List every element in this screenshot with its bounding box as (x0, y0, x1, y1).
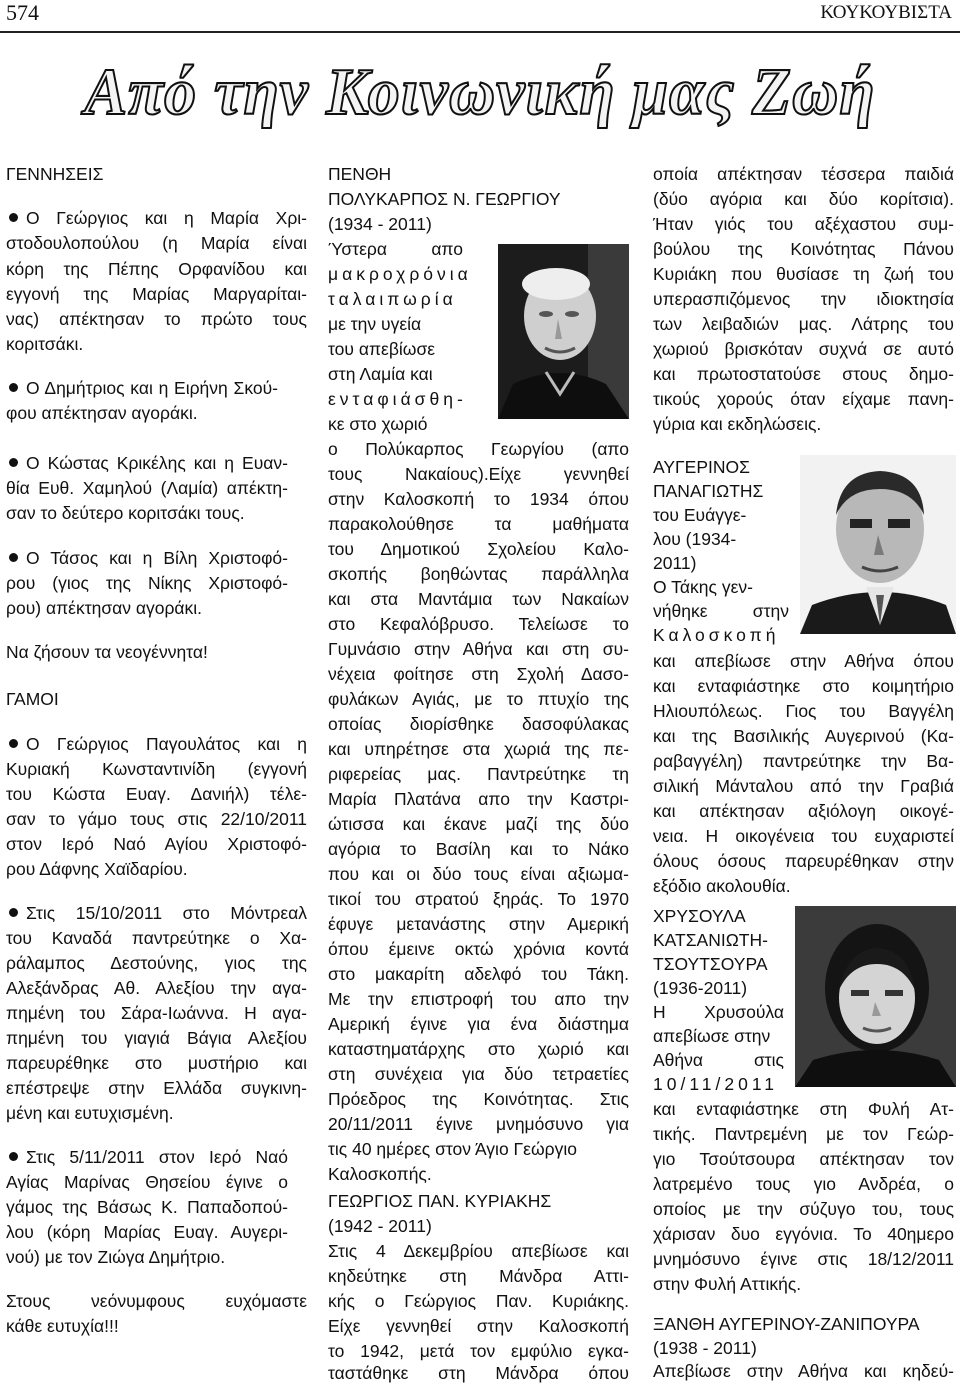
text-line: πημένη του Σάρα-Ιωάννα. Η αγα- (6, 1003, 307, 1023)
text-line: Αγίας Μαρίνας Θησείου έγινε ο (6, 1172, 288, 1192)
text-line: σιλική Μάνταλου από την Γραβιά (653, 776, 954, 796)
text-line: με την υγεία (328, 314, 422, 334)
page-number: 574 (6, 0, 39, 25)
text-line: Ο Γεώργιος Παγουλάτος και η (26, 734, 307, 754)
text-line: τικούς χορούς όταν είχαμε πανη- (653, 389, 954, 409)
text-line: Ο Τάκης γεν- (653, 577, 753, 597)
text-line: μνημόσυνο έγινε στις 18/12/2011 (653, 1249, 954, 1269)
text-line: νέχεια φοίτησε στη Σχολή Δασο- (328, 664, 629, 684)
heading-weddings: ΓΑΜΟΙ (6, 689, 59, 709)
text-line: και απέκτησαν αξιόλογη οικογέ- (653, 801, 954, 821)
text-line: τους Νακαίους).Είχε γεννηθεί (328, 464, 629, 484)
text-line: Στις 5/11/2011 στον Ιερό Ναό (26, 1147, 288, 1167)
text-line: 10/11/2011 (653, 1074, 778, 1094)
text-line: βούλου της Κοινότητας Πάνου (653, 239, 954, 259)
text-line: 2011) (653, 553, 697, 573)
text-line: σαν το γάμο τους στις 22/10/2011 (6, 809, 307, 829)
text-line: και της Βασιλικής Αυγερινού (Κα- (653, 726, 954, 746)
text-line: κάθε ευτυχία!!! (6, 1316, 119, 1336)
text-line: του απεβίωσε (328, 339, 436, 359)
text-line: Κυριακή Κωνσταντινίδη (εγγονή (6, 759, 307, 779)
text-line: και υπηρέτησε στα χωριά της πε- (328, 739, 629, 759)
text-line: κοριτσάκι. (6, 334, 84, 354)
text-line: Κυριάκη που θυσίασε τη ζωή του (653, 264, 954, 284)
text-line: λου (κόρη Μαρίας Ευαγ. Αυγερι- (6, 1222, 288, 1242)
text-line: ο Πολύκαρπος Γεωργίου (απο (328, 439, 629, 459)
text-line: γιο Τσούτσουρα απέκτησαν τον (653, 1149, 954, 1169)
text-line: νού) με τον Ζιώγα Δημήτριο. (6, 1247, 226, 1267)
text-line: Πρόεδρος της Κοινότητας. Στις (328, 1089, 629, 1109)
obituary-name: ΚΑΤΣΑΝΙΩΤΗ- (653, 930, 768, 950)
text-line: και ενταφιάστηκε στο κοιμητήριο (653, 676, 954, 696)
text-line: Ύστερα απο (328, 239, 463, 259)
running-title: ΚΟΥΚΟΥΒΙΣΤΑ (820, 2, 952, 23)
obituary-dates: (1934 - 2011) (328, 214, 432, 234)
bullet-icon (9, 739, 18, 748)
text-line: κε στο χωριό (328, 414, 428, 434)
text-line: στοδουλοπούλου (η Μαρία είναι (6, 233, 307, 253)
text-line: Στους νεόνυμφους ευχόμαστε (6, 1291, 307, 1311)
text-line: τικοί του στρατού ξηράς. Το 1970 (328, 889, 629, 909)
text-line: φυλάκων Αγιάς, με το πτυχίο της (328, 689, 629, 709)
obituary-name: ΤΣΟΥΤΣΟΥΡΑ (653, 954, 768, 974)
text-line: επέστρεψε στην Ελλάδα συγκινη- (6, 1078, 307, 1098)
text-line: ταλαιπωρία (328, 289, 457, 309)
text-line: φου απέκτησαν αγοράκι. (6, 403, 198, 423)
text-line: νεια. Η οικογένεια του ευχαριστεί (653, 826, 954, 846)
text-line: Είχε γεννηθεί στην Καλοσκοπή (328, 1316, 629, 1336)
bullet-icon (9, 553, 18, 562)
text-line: Καλοσκοπή (653, 625, 780, 645)
text-line: Στις 4 Δεκεμβρίου απεβίωσε και (328, 1241, 629, 1261)
text-line: γύρια και εκδηλώσεις. (653, 414, 822, 434)
text-line: στην Φυλή Αττικής. (653, 1274, 802, 1294)
text-line: του Καναδά παντρεύτηκε ο Χα- (6, 928, 307, 948)
bullet-icon (9, 213, 18, 222)
portrait-chrysoula-photo (795, 906, 956, 1087)
text-line: και στα Μαντάμια των Νακαίων (328, 589, 629, 609)
portrait-polykarpos-photo (498, 244, 629, 419)
text-line: μένη και ευτυχισμένη. (6, 1103, 174, 1123)
text-line: Ηλιουπόλεως. Γιος του Βαγγέλη (653, 701, 954, 721)
text-line: του Δημοτικού Σχολείου Καλο- (328, 539, 629, 559)
text-line: Απεβίωσε στην Αθήνα και κηδεύ- (653, 1361, 954, 1381)
text-line: χάρισαν δυο εγγόνια. Το 40ημερο (653, 1224, 954, 1244)
text-line: τις 40 ημέρες στον Άγιο Γεώργιο (328, 1139, 577, 1159)
text-line: και απεβίωσε στην Αθήνα όπου (653, 651, 954, 671)
text-line: κόρη της Πέπης Ορφανίδου και (6, 259, 307, 279)
text-line: λου (1934- (653, 529, 737, 549)
text-line: Ήταν γιός του αξέχαστου συμ- (653, 214, 954, 234)
text-line: ράλαμπος Δεστούνης, γιος της (6, 953, 307, 973)
section-title: Από την Κοινωνική μας Ζωή (84, 54, 876, 129)
obituary-name: ΧΡΥΣΟΥΛΑ (653, 906, 746, 926)
text-line: ρου Δάφνης Χαϊδαρίου. (6, 859, 188, 879)
text-line: όπου έμεινε οκτώ χρόνια κοντά (328, 939, 629, 959)
text-line: οποίας διορίσθηκε δασοφύλακας (328, 714, 629, 734)
text-line: του Κώστα Ευαγ. Δανιήλ) τέλε- (6, 784, 307, 804)
text-line: στο μακαρίτη αδελφό του Τάκη. (328, 964, 629, 984)
page-header (0, 0, 960, 34)
bullet-icon (9, 383, 18, 392)
bullet-icon (9, 1152, 18, 1161)
obituary-name: ΠΟΛΥΚΑΡΠΟΣ Ν. ΓΕΩΡΓΙΟΥ (328, 189, 561, 209)
text-line: (δύο αγόρια και δύο κορίτσια). (653, 189, 954, 209)
text-line: Στις 15/10/2011 στο Μόντρεαλ (26, 903, 307, 923)
text-line: εγγονή της Μαρίας Μαργαρίται- (6, 284, 307, 304)
text-line: ρου) απέκτησαν αγοράκι. (6, 598, 203, 618)
text-line: Η Χρυσούλα (653, 1002, 784, 1022)
obituary-dates: (1942 - 2011) (328, 1216, 432, 1236)
text-line: σαν το δεύτερο κοριτσάκι τους. (6, 503, 245, 523)
header-rule (0, 31, 960, 33)
text-line: καταστηματάρχης στο χωριό και (328, 1039, 629, 1059)
text-line: ταστάθηκε στη Μάνδρα όπου (328, 1363, 629, 1383)
text-line: μακροχρόνια (328, 264, 472, 284)
obituary-name: ΓΕΩΡΓΙΟΣ ΠΑΝ. ΚΥΡΙΑΚΗΣ (328, 1191, 552, 1211)
text-line: ραβαγγέλη) παντρεύτηκε την Βα- (653, 751, 954, 771)
text-line: ενταφιάσθη- (328, 389, 467, 409)
text-line: παρακολούθησε τα μαθήματα (328, 514, 629, 534)
text-line: στον Ιερό Ναό Αγίου Χριστοφό- (6, 834, 307, 854)
text-line: στη Λαμία και (328, 364, 433, 384)
heading-obituaries: ΠΕΝΘΗ (328, 164, 392, 184)
obituary-dates: (1936-2011) (653, 978, 748, 998)
obituary-dates: (1938 - 2011) (653, 1338, 757, 1358)
text-line: Ο Κώστας Κρικέλης και η Ευαν- (26, 453, 288, 473)
text-line: Καλοσκοπής. (328, 1164, 432, 1184)
obituary-name: ΠΑΝΑΓΙΩΤΗΣ (653, 481, 764, 501)
text-line: και πρωτοστατούσε στους δημο- (653, 364, 954, 384)
text-line: ώτισσα και έκανε μαζί της δύο (328, 814, 629, 834)
text-line: γάμος της Βάσως Κ. Παπαδοπού- (6, 1197, 288, 1217)
text-line: ρου (γιος της Νίκης Χριστοφό- (6, 573, 288, 593)
text-line: οποία απέκτησαν τέσσερα παιδιά (653, 164, 954, 184)
text-line: στη συνέχεια για δύο τετραετίες (328, 1064, 629, 1084)
text-line: υπερασπιζόμενος την ιδιοκτησία (653, 289, 954, 309)
text-line: Αθήνα στις (653, 1050, 784, 1070)
text-line: και ενταφιάστηκε στη Φυλή Ατ- (653, 1099, 954, 1119)
text-line: λατρεμένο τους γιο Ανδρέα, ο (653, 1174, 954, 1194)
text-line: Να ζήσουν τα νεογέννητα! (6, 642, 208, 662)
bullet-icon (9, 458, 18, 467)
text-line: του Ευάγγε- (653, 505, 747, 525)
text-line: Ο Δημήτριος και η Ειρήνη Σκού- (26, 378, 278, 398)
text-line: Γυμνάσιο στην Αθήνα και στη συ- (328, 639, 629, 659)
text-line: ριφερείας μας. Παντρεύτηκε τη (328, 764, 629, 784)
text-line: Ο Τάσος και η Βίλη Χριστοφό- (26, 548, 288, 568)
text-line: το 1942, μετά τον εμφύλιο εγκα- (328, 1341, 629, 1361)
text-line: αγόρια το Βασίλη και το Νάκο (328, 839, 629, 859)
text-line: απεβίωσε στην (653, 1026, 771, 1046)
obituary-name: ΑΥΓΕΡΙΝΟΣ (653, 457, 750, 477)
text-line: στο Κεφαλόβρυσο. Τελείωσε το (328, 614, 629, 634)
text-line: εξόδιο ακολουθία. (653, 876, 791, 896)
text-line: παρευρέθηκε στο μυστήριο και (6, 1053, 307, 1073)
portrait-avgerinos-photo (800, 455, 956, 634)
text-line: Με την επιστροφή του απο την (328, 989, 629, 1009)
text-line: οποίος με την σύζυγο του, τους (653, 1199, 954, 1219)
text-line: που και οι δύο τους είναι αξιωμα- (328, 864, 629, 884)
text-line: των λειβαδιών μας. Λάτρης του (653, 314, 954, 334)
text-line: κής ο Γεώργιος Παν. Κυριάκης. (328, 1291, 629, 1311)
text-line: έφυγε μετανάστης στην Αμερική (328, 914, 629, 934)
text-line: νας) απέκτησαν το πρώτο τους (6, 309, 307, 329)
text-line: νήθηκε στην (653, 601, 789, 621)
bullet-icon (9, 908, 18, 917)
heading-births: ΓΕΝΝΗΣΕΙΣ (6, 164, 104, 184)
text-line: χωριού βρισκόταν συχνά σε αυτό (653, 339, 954, 359)
obituary-name: ΞΑΝΘΗ ΑΥΓΕΡΙΝΟΥ-ΖΑΝΙΠΟΥΡΑ (653, 1314, 920, 1334)
text-line: κηδεύτηκε στη Μάνδρα Αττι- (328, 1266, 629, 1286)
text-line: Αμερική έγινε για ένα διάστημα (328, 1014, 629, 1034)
text-line: όλους όσους παρευρέθηκαν στην (653, 851, 954, 871)
text-line: Ο Γεώργιος και η Μαρία Χρι- (26, 208, 307, 228)
text-line: θία Ευθ. Χαμηλού (Λαμία) απέκτη- (6, 478, 288, 498)
text-line: στην Καλοσκοπή το 1934 όπου (328, 489, 629, 509)
text-line: πημένη του γιαγιά Βάγια Αλεξίου (6, 1028, 307, 1048)
text-line: σκοπής βοηθώντας παράλληλα (328, 564, 629, 584)
text-line: τικής. Παντρεμένη με τον Γεώρ- (653, 1124, 954, 1144)
text-line: Μαρία Πλατάνα απο την Καστρι- (328, 789, 629, 809)
text-line: 20/11/2011 έγινε μνημόσυνο για (328, 1114, 629, 1134)
text-line: Αλεξάνδρας Αθ. Αλεξίου την αγα- (6, 978, 307, 998)
